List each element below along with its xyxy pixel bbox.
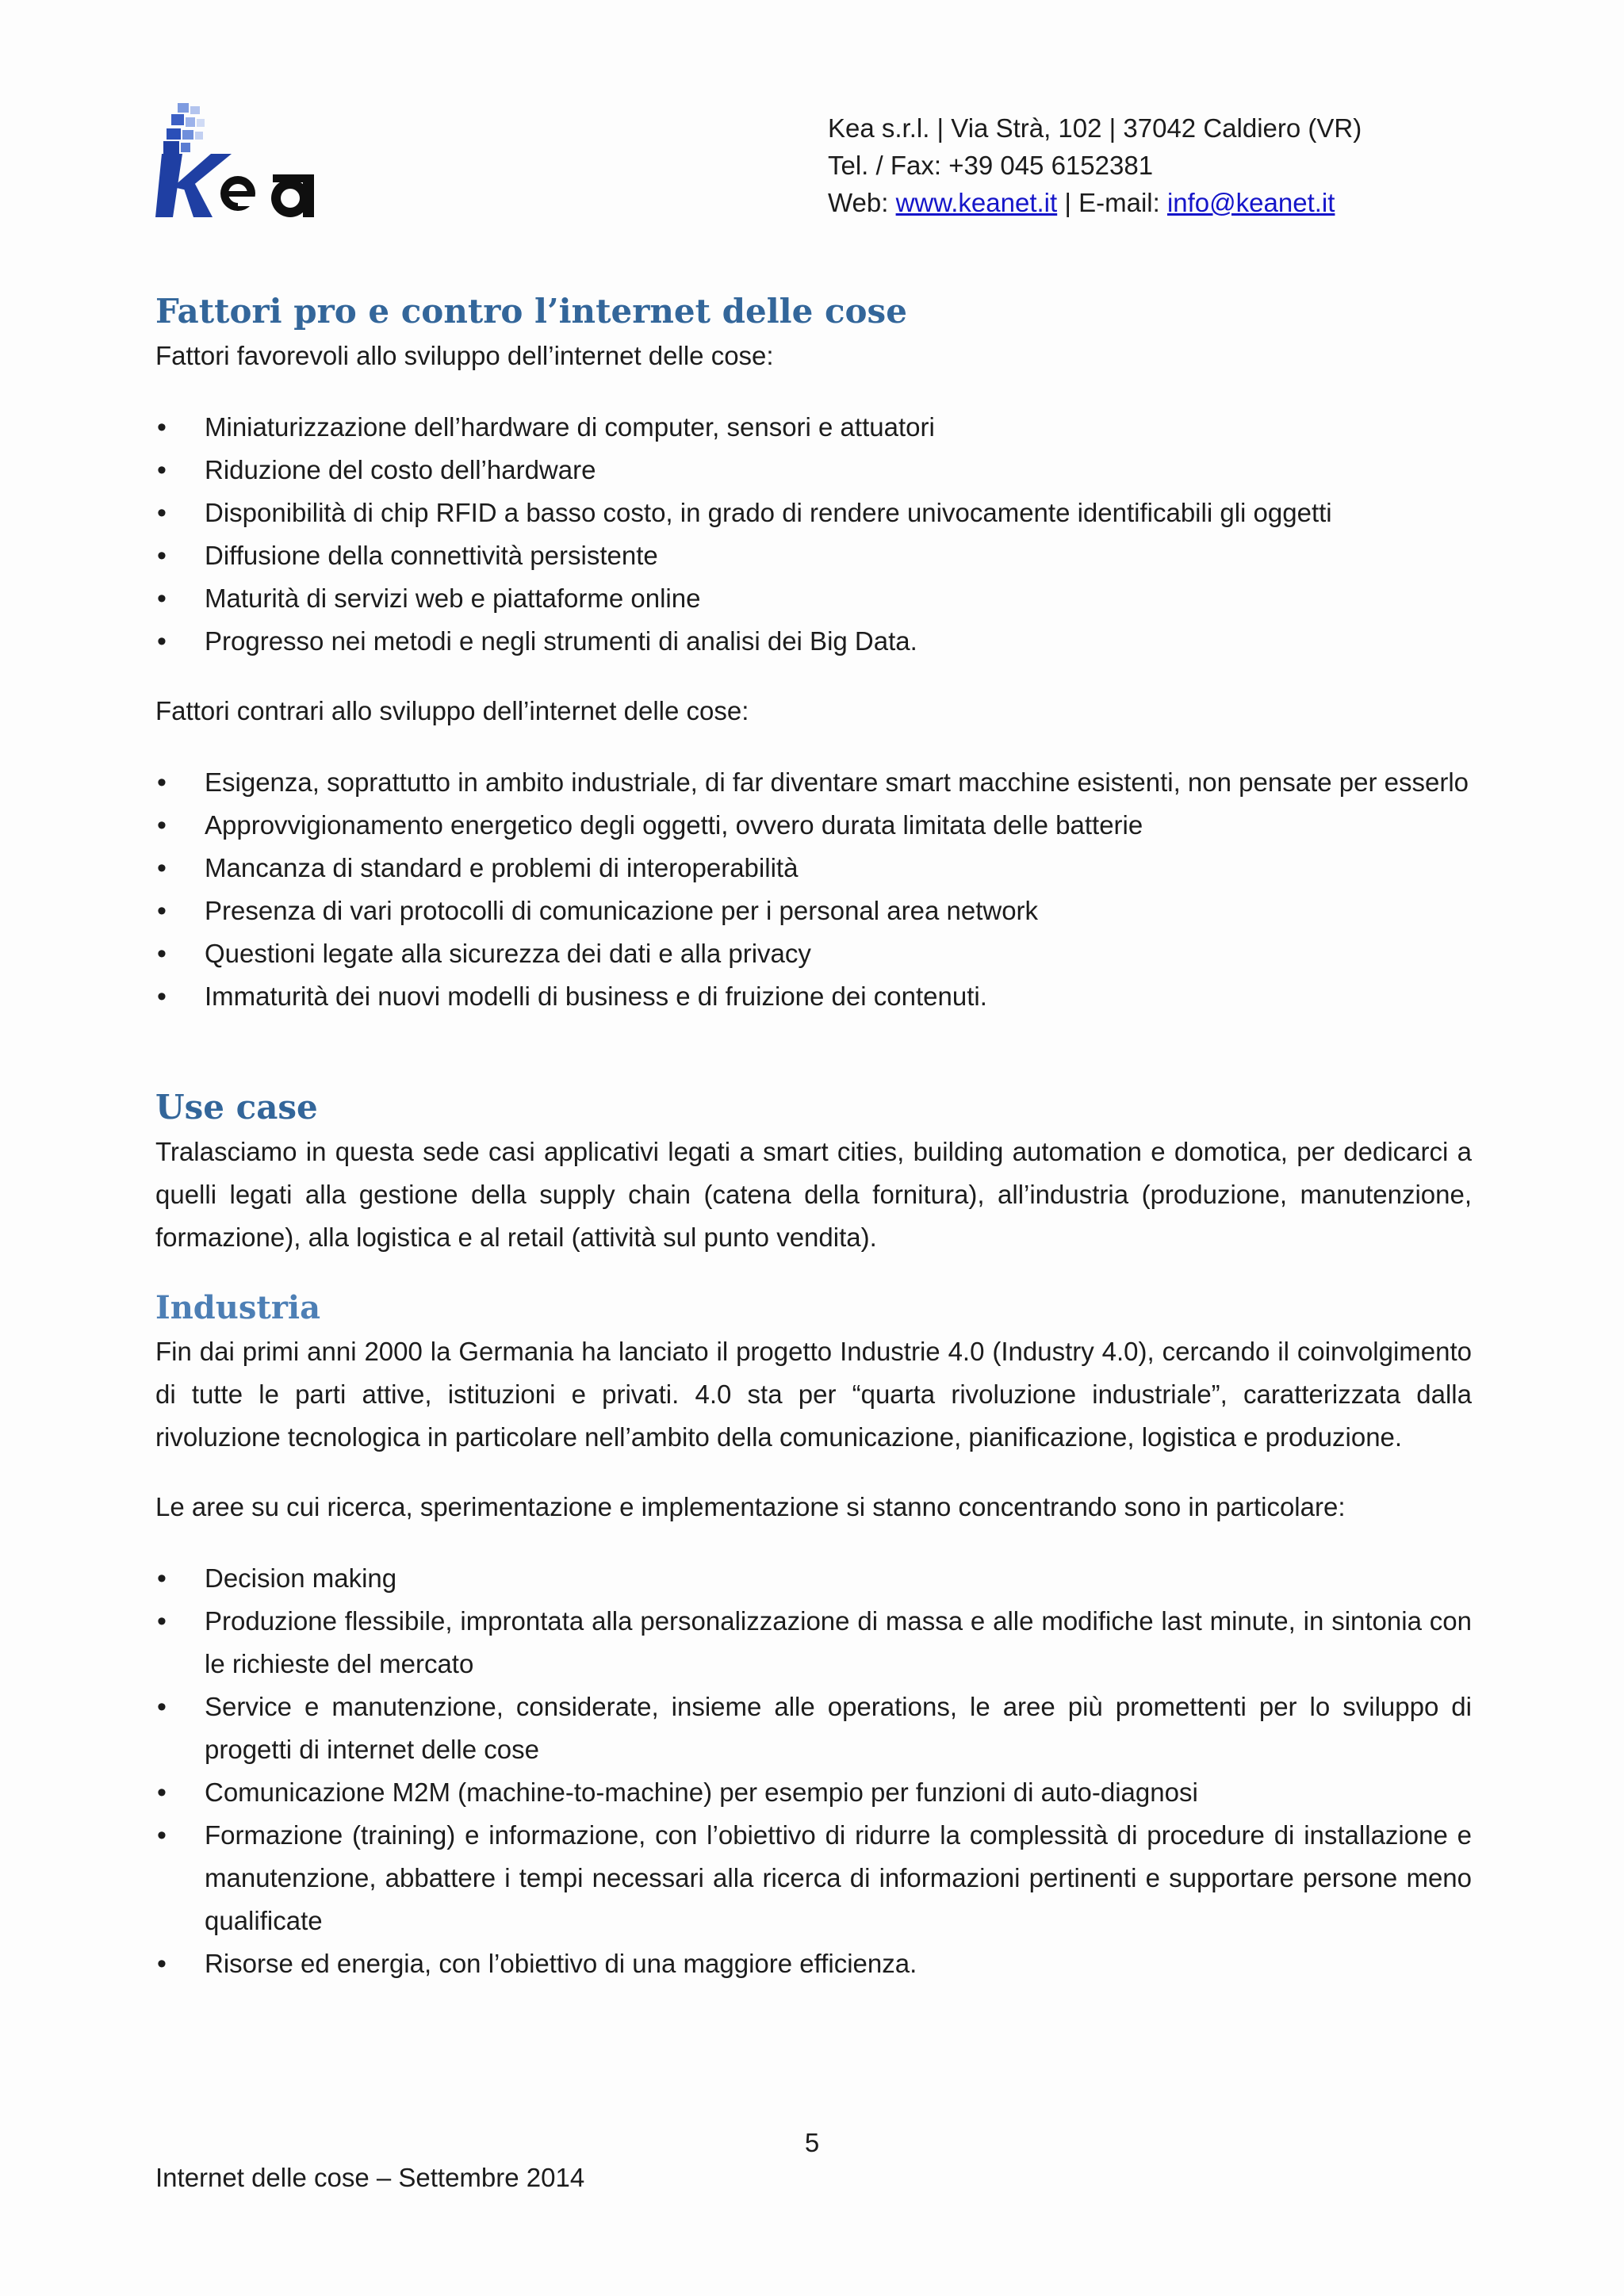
logo-wordmark: Kea: [251, 218, 254, 220]
footer-text: Internet delle cose – Settembre 2014: [155, 2163, 585, 2192]
list-item: • Service e manutenzione, considerate, insieme alle operations, le aree più promettenti per lo sviluppo di progetti di internet delle cose: [155, 1686, 1472, 1771]
list-item: • Progresso nei metodi e negli strumenti di analisi dei Big Data.: [155, 620, 1472, 663]
list-item: • Presenza di vari protocolli di comunicazione per i personal area network: [155, 890, 1472, 932]
web-label: Web:: [828, 188, 896, 217]
areas-list: [155, 1557, 1472, 1985]
email-link[interactable]: info@keanet.it: [1166, 188, 1335, 217]
list-item: • Riduzione del costo dell’hardware: [155, 449, 1472, 492]
company-info: [828, 109, 1362, 221]
areas-intro: Le aree su cui ricerca, sperimentazione e implementazione si stanno concentrando sono in particolare:: [155, 1492, 1346, 1521]
company-web-email: [828, 184, 1362, 221]
kea-logo: [155, 101, 346, 220]
list-item: • Immaturità dei nuovi modelli di business e di fruizione dei contenuti.: [155, 975, 1472, 1018]
company-phone: Tel. / Fax: +39 045 6152381: [828, 151, 1154, 180]
list-item: • Approvvigionamento energetico degli oggetti, ovvero durata limitata delle batterie: [155, 804, 1472, 847]
section-title-use-case: Use case: [155, 1088, 318, 1127]
contro-factors-list: [155, 761, 1472, 1018]
list-item: • Mancanza di standard e problemi di interoperabilità: [155, 847, 1472, 890]
main-content: [155, 289, 1472, 1985]
email-label: | E-mail:: [1057, 188, 1167, 217]
list-item: • Disponibilità di chip RFID a basso costo, in grado di rendere univocamente identificabili gli oggetti: [155, 492, 1472, 534]
list-item: • Comunicazione M2M (machine-to-machine) per esempio per funzioni di auto-diagnosi: [155, 1771, 1472, 1814]
industria-text: Fin dai primi anni 2000 la Germania ha lanciato il progetto Industrie 4.0 (Industry 4.0), cercando il coinvolgimento di tutte le parti attive, istituzioni e privati. 4.0 sta per “quarta rivoluzione industriale”, caratterizzata dalla rivoluzione tecnologica in particolare nell’ambito della comunicazione, pianificazione, logistica e produzione.: [155, 1337, 1472, 1452]
company-address: Kea s.r.l. | Via Strà, 102 | 37042 Caldiero (VR): [828, 113, 1362, 143]
list-item: • Maturità di servizi web e piattaforme online: [155, 577, 1472, 620]
website-link[interactable]: www.keanet.it: [895, 188, 1058, 217]
page-number: 5: [804, 2128, 820, 2157]
list-item: • Formazione (training) e informazione, con l’obiettivo di ridurre la complessità di procedure di installazione e manutenzione, abbattere i tempi necessari alla ricerca di informazioni pertinenti e supportare persone meno qualificate: [155, 1814, 1472, 1942]
list-item: • Produzione flessibile, improntata alla personalizzazione di massa e alle modifiche last minute, in sintonia con le richieste del mercato: [155, 1600, 1472, 1686]
list-item: • Questioni legate alla sicurezza dei dati e alla privacy: [155, 932, 1472, 975]
list-item: • Diffusione della connettività persistente: [155, 534, 1472, 577]
list-item: • Risorse ed energia, con l’obiettivo di una maggiore efficienza.: [155, 1942, 1472, 1985]
pro-factors-list: [155, 406, 1472, 663]
list-item: • Esigenza, soprattutto in ambito industriale, di far diventare smart macchine esistenti, non pensate per esserlo: [155, 761, 1472, 804]
list-item: • Decision making: [155, 1557, 1472, 1600]
pro-intro: Fattori favorevoli allo sviluppo dell’internet delle cose:: [155, 341, 774, 370]
list-item: • Miniaturizzazione dell’hardware di computer, sensori e attuatori: [155, 406, 1472, 449]
section-title-industria: Industria: [155, 1289, 321, 1326]
contro-intro: Fattori contrari allo sviluppo dell’internet delle cose:: [155, 696, 749, 725]
section-title-fattori: Fattori pro e contro l’internet delle cose: [155, 292, 907, 331]
use-case-text: Tralasciamo in questa sede casi applicativi legati a smart cities, building automation e domotica, per dedicarci a quelli legati alla gestione della supply chain (catena della fornitura), all’industria (produzione, manutenzione, formazione), alla logistica e al retail (attività sul punto vendita).: [155, 1137, 1472, 1252]
